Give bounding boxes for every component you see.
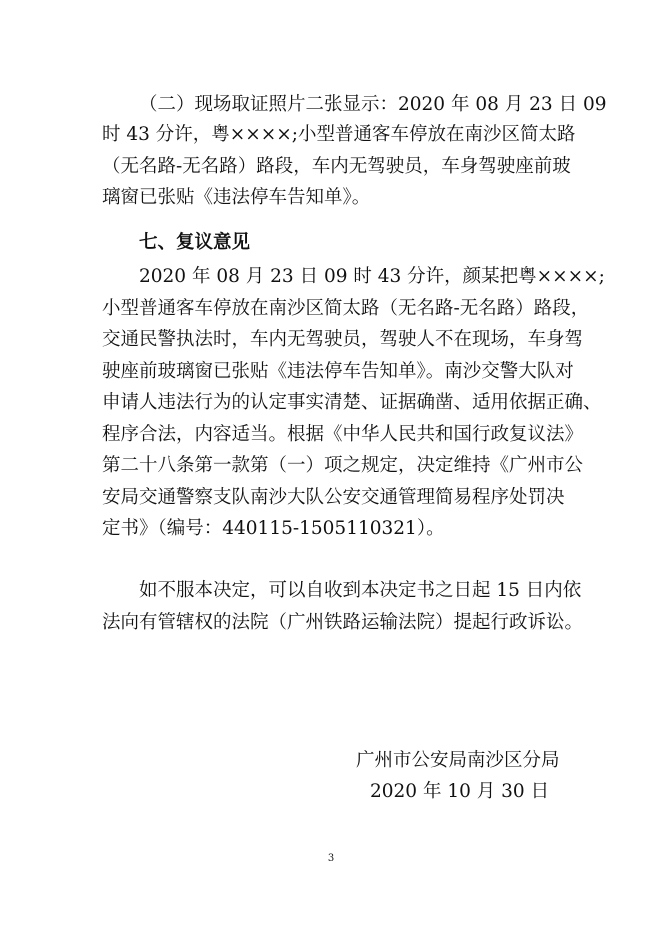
page-number: 3 bbox=[327, 853, 335, 864]
opinion-line-8: 安局交通警察支队南沙大队公安交通管理简易程序处罚决 bbox=[102, 487, 565, 508]
appeal-line-1: 如不服本决定，可以自收到本决定书之日起 15 日内依 bbox=[139, 580, 582, 601]
issue-date: 2020 年 10 月 30 日 bbox=[370, 781, 550, 802]
opinion-line-6: 程序合法，内容适当。根据《中华人民共和国行政复议法》 bbox=[102, 424, 584, 445]
evidence-line-4: 璃窗已张贴《违法停车告知单》。 bbox=[102, 187, 371, 208]
opinion-line-5: 申请人违法行为的认定事实清楚、证据确凿、适用依据正确、 bbox=[102, 392, 602, 413]
evidence-line-1: （二）现场取证照片二张显示：2020 年 08 月 23 日 09 bbox=[139, 94, 607, 115]
issuing-organization: 广州市公安局南沙区分局 bbox=[356, 750, 560, 771]
evidence-line-2: 时 43 分许，粤××××;小型普通客车停放在南沙区简太路 bbox=[102, 124, 576, 145]
appeal-line-2: 法向有管辖权的法院（广州铁路运输法院）提起行政诉讼。 bbox=[102, 612, 584, 633]
opinion-line-1: 2020 年 08 月 23 日 09 时 43 分许，颜某把粤××××; bbox=[139, 266, 605, 287]
opinion-line-2: 小型普通客车停放在南沙区简太路（无名路-无名路）路段， bbox=[102, 298, 590, 319]
opinion-line-3: 交通民警执法时，车内无驾驶员，驾驶人不在现场，车身驾 bbox=[102, 329, 584, 350]
section-heading-review-opinion: 七、复议意见 bbox=[139, 232, 251, 253]
opinion-line-7: 第二十八条第一款第（一）项之规定，决定维持《广州市公 bbox=[102, 455, 584, 476]
evidence-line-3: （无名路-无名路）路段，车内无驾驶员，车身驾驶座前玻 bbox=[102, 156, 571, 177]
opinion-line-9: 定书》（编号：440115-1505110321）。 bbox=[102, 518, 445, 539]
opinion-line-4: 驶座前玻璃窗已张贴《违法停车告知单》。南沙交警大队对 bbox=[102, 361, 574, 382]
